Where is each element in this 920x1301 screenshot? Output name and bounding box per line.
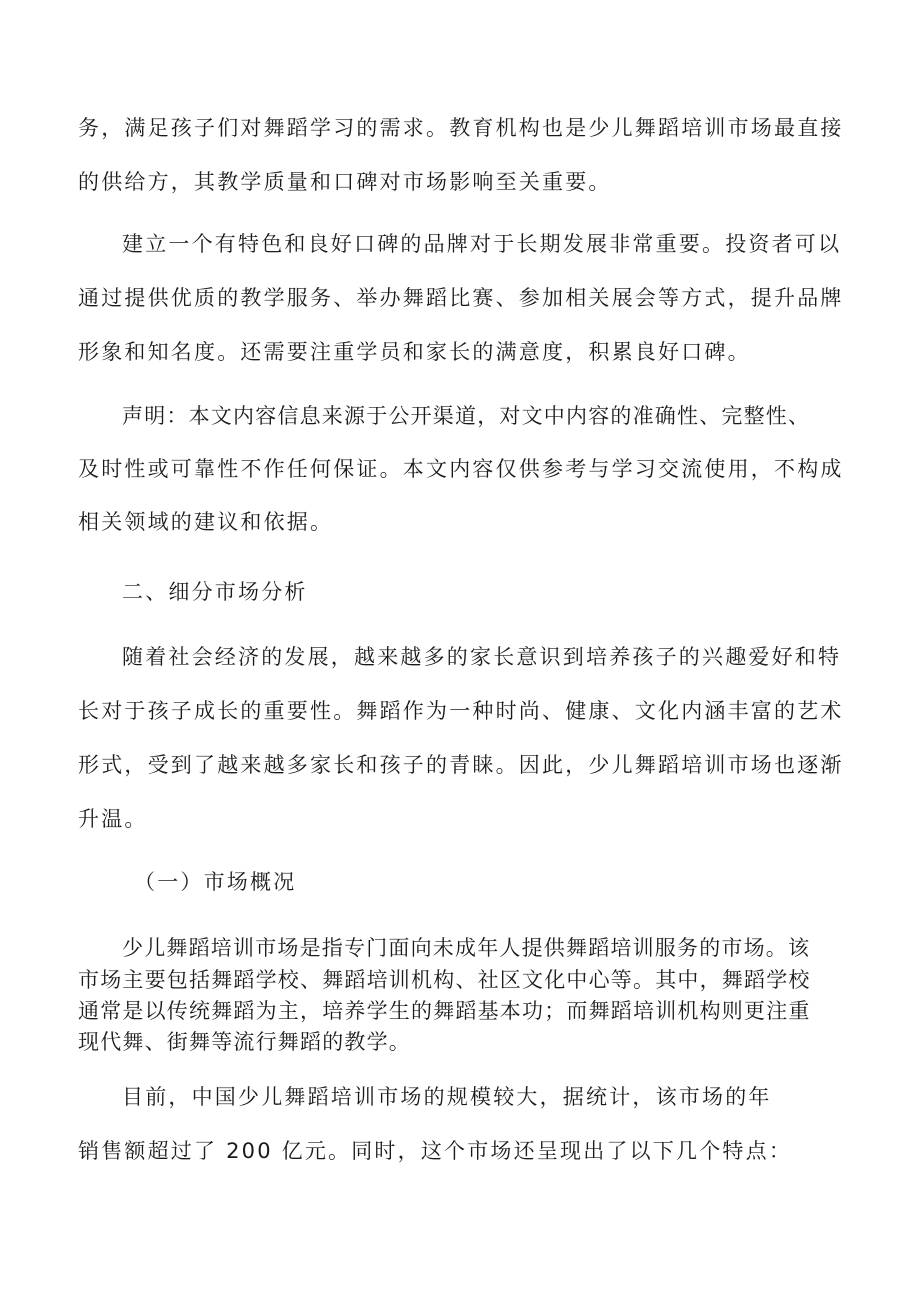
paragraph-line: 少儿舞蹈培训市场是指专门面向未成年人提供舞蹈培训服务的市场。该 [122, 936, 811, 960]
paragraph-line: 建立一个有特色和良好口碑的品牌对于长期发展非常重要。投资者可以 [122, 232, 842, 256]
paragraph-line: 形式，受到了越来越多家长和孩子的青睐。因此，少儿舞蹈培训市场也逐渐 [78, 753, 844, 777]
paragraph-line: 销售额超过了 200 亿元。同时，这个市场还呈现出了以下几个特点： [78, 1139, 793, 1163]
disclaimer-line: 及时性或可靠性不作任何保证。本文内容仅供参考与学习交流使用，不构成 [78, 457, 844, 481]
paragraph-line: 市场主要包括舞蹈学校、舞蹈培训机构、社区文化中心等。其中，舞蹈学校 [78, 968, 811, 992]
paragraph-line: 通过提供优质的教学服务、举办舞蹈比赛、参加相关展会等方式，提升品牌 [78, 286, 844, 310]
paragraph-line: 长对于孩子成长的重要性。舞蹈作为一种时尚、健康、文化内涵丰富的艺术 [78, 699, 844, 723]
paragraph-line: 升温。 [78, 807, 148, 831]
paragraph-line: 目前，中国少儿舞蹈培训市场的规模较大，据统计，该市场的年 [122, 1085, 772, 1109]
disclaimer-line: 相关领域的建议和依据。 [78, 510, 334, 534]
paragraph-line: 务，满足孩子们对舞蹈学习的需求。教育机构也是少儿舞蹈培训市场最直接 [78, 116, 844, 140]
paragraph-line: 的供给方，其教学质量和口碑对市场影响至关重要。 [78, 170, 612, 194]
paragraph-line: 随着社会经济的发展，越来越多的家长意识到培养孩子的兴趣爱好和特 [122, 645, 842, 669]
paragraph-line: 形象和知名度。还需要注重学员和家长的满意度，积累良好口碑。 [78, 340, 751, 364]
disclaimer-line: 声明：本文内容信息来源于公开渠道，对文中内容的准确性、完整性、 [122, 404, 811, 428]
paragraph-line: 通常是以传统舞蹈为主，培养学生的舞蹈基本功；而舞蹈培训机构则更注重 [78, 999, 811, 1023]
paragraph-line: 现代舞、街舞等流行舞蹈的教学。 [78, 1030, 411, 1054]
section-heading: 二、细分市场分析 [122, 580, 308, 604]
subsection-heading: （一）市场概况 [134, 870, 297, 894]
